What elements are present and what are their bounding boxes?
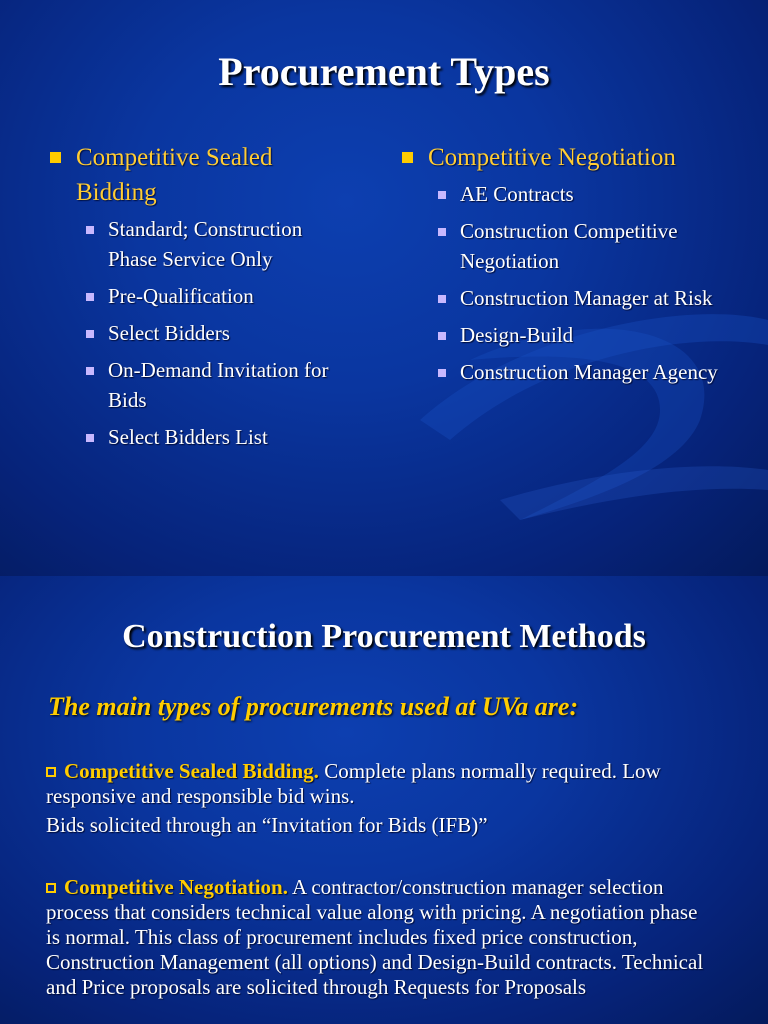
square-bullet-icon bbox=[438, 369, 446, 377]
paragraph-sealed-bidding: Competitive Sealed Bidding. Complete plans normally required. Low responsive and responsible bid wins. Bids solicited through an “Invitation for Bids (IFB)” bbox=[46, 759, 661, 837]
left-column bbox=[44, 140, 354, 459]
list-item: Design-Build bbox=[396, 320, 736, 350]
list-item: Construction Manager Agency bbox=[396, 357, 736, 387]
square-bullet-icon bbox=[86, 434, 94, 442]
heading-competitive-negotiation: Competitive Negotiation bbox=[396, 140, 736, 175]
square-bullet-icon bbox=[86, 293, 94, 301]
square-bullet-icon bbox=[402, 152, 413, 163]
list-item: Select Bidders bbox=[44, 318, 354, 348]
list-item: Construction Competitive Negotiation bbox=[396, 216, 736, 276]
square-bullet-icon bbox=[438, 295, 446, 303]
list-item: On-Demand Invitation for Bids bbox=[44, 355, 354, 415]
slide-subtitle: The main types of procurements used at UVa are: bbox=[48, 692, 579, 721]
list-item: Select Bidders List bbox=[44, 422, 354, 452]
square-bullet-icon bbox=[438, 332, 446, 340]
square-bullet-icon bbox=[86, 330, 94, 338]
slide-title: Construction Procurement Methods bbox=[122, 618, 646, 655]
heading-competitive-sealed-bidding: Competitive Sealed Bidding bbox=[44, 140, 354, 210]
checkbox-bullet-icon bbox=[46, 883, 56, 893]
square-bullet-icon bbox=[50, 152, 61, 163]
square-bullet-icon bbox=[438, 191, 446, 199]
paragraph-competitive-negotiation: Competitive Negotiation. A contractor/construction manager selection process that considers technical value along with pricing. A negotiation phase is normal. This class of procurement includes fixed price construction, Construction Management (all options) and Design-Build contracts. Technical and Price proposals are solicited through Requests for Proposals bbox=[46, 875, 704, 999]
square-bullet-icon bbox=[86, 226, 94, 234]
list-item: Construction Manager at Risk bbox=[396, 283, 736, 313]
sealed-bidding-list bbox=[44, 214, 354, 452]
right-column bbox=[396, 140, 736, 394]
square-bullet-icon bbox=[86, 367, 94, 375]
square-bullet-icon bbox=[438, 228, 446, 236]
negotiation-list bbox=[396, 179, 736, 387]
checkbox-bullet-icon bbox=[46, 767, 56, 777]
slide-title: Procurement Types bbox=[218, 49, 550, 94]
list-item: Pre-Qualification bbox=[44, 281, 354, 311]
list-item: Standard; Construction Phase Service Only bbox=[44, 214, 354, 274]
list-item: AE Contracts bbox=[396, 179, 736, 209]
slide-construction-procurement-methods bbox=[0, 576, 768, 1024]
